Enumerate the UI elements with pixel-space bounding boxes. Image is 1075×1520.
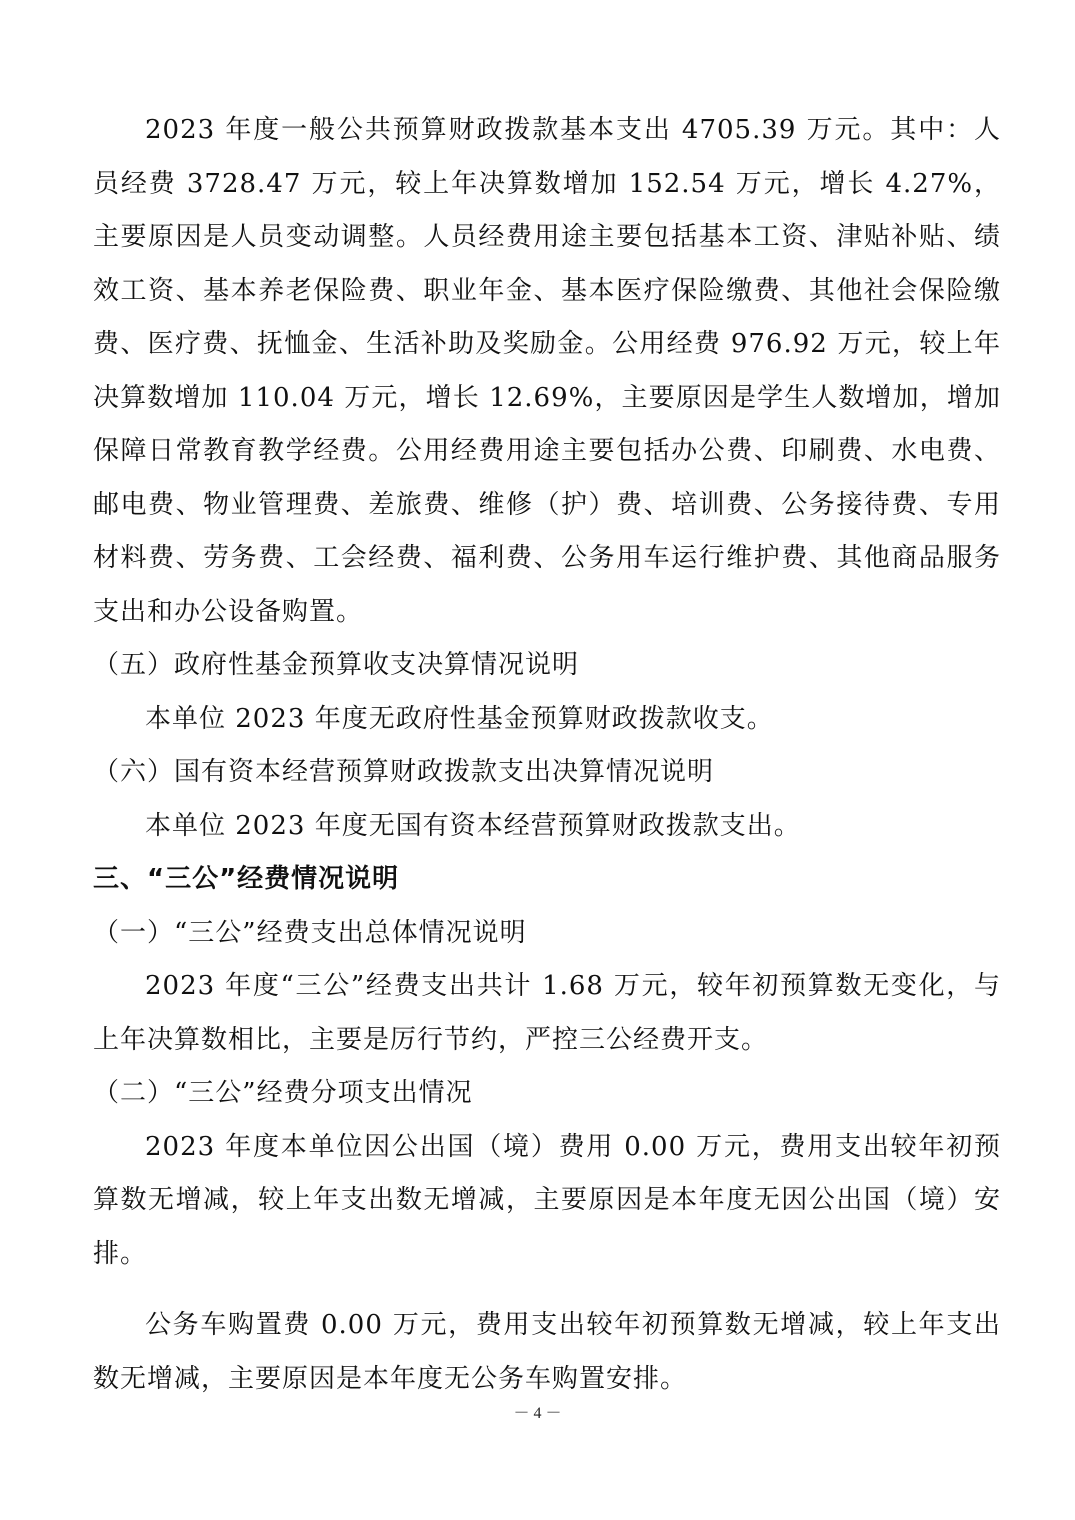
paragraph-government-fund: 本单位 2023 年度无政府性基金预算财政拨款收支。 [145,703,774,734]
heading-state-capital: （六）国有资本经营预算财政拨款支出决算情况说明 [93,757,715,787]
page-number: － 4 － [513,1405,562,1422]
document-body [93,104,1001,1406]
paragraph-gap [93,1281,1001,1299]
section-three-title: 三、“三公”经费情况说明 [93,864,400,894]
heading-government-fund: （五）政府性基金预算收支决算情况说明 [93,650,580,680]
heading-sangong-overview: （一）“三公”经费支出总体情况说明 [93,917,527,948]
paragraph-vehicle-purchase: 公务车购置费 0.00 万元，费用支出较年初预算数无增减，较上年支出数无增减，主要原因是本年度无公务车购置安排。 [93,1310,1001,1394]
paragraph-sangong-total: 2023 年度“三公”经费支出共计 1.68 万元，较年初预算数无变化，与上年决算数相比，主要是厉行节约，严控三公经费开支。 [93,971,1001,1055]
heading-sangong-breakdown: （二）“三公”经费分项支出情况 [93,1078,473,1108]
paragraph-state-capital: 本单位 2023 年度无国有资本经营预算财政拨款支出。 [145,810,801,841]
paragraph-basic-expenditure: 2023 年度一般公共预算财政拨款基本支出 4705.39 万元。其中：人员经费 3728.47 万元，较上年决算数增加 152.54 万元，增长 4.27%，主要原因是人员变动调整。人员经费用途主要包括基本工资、津贴补贴、绩效工资、基本养老保险费、职业年金、基本医疗保险缴费、其他社会保险缴费、医疗费、抚恤金、生活补助及奖励金。公用经费 976.92 万元，较上年决算数增加 110.04 万元，增长 12.69%，主要原因是学生人数增加，增加保障日常教育教学经费。公用经费用途主要包括办公费、印刷费、水电费、邮电费、物业管理费、差旅费、维修（护）费、培训费、公务接待费、专用材料费、劳务费、工会经费、福利费、公务用车运行维护费、其他商品服务支出和办公设备购置。 [93,115,1001,627]
paragraph-overseas-expense: 2023 年度本单位因公出国（境）费用 0.00 万元，费用支出较年初预算数无增减，较上年支出数无增减，主要原因是本年度无因公出国（境）安排。 [93,1131,1001,1269]
